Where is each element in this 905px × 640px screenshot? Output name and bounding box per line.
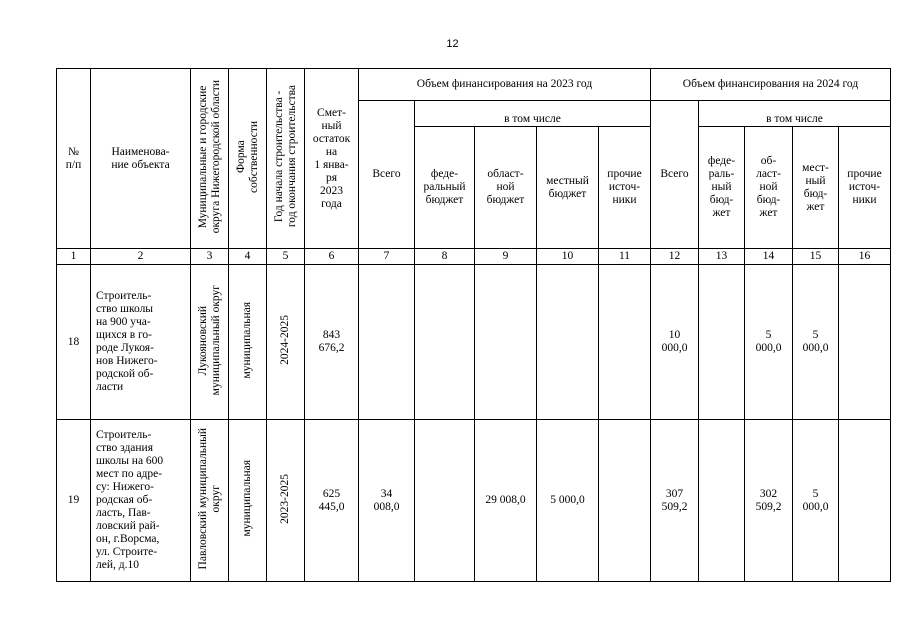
row-oth-2024 <box>839 265 891 420</box>
financing-table <box>56 68 891 582</box>
row-reg-2023 <box>475 265 537 420</box>
column-number: 11 <box>599 249 651 265</box>
header-reg-2024: об- ласт- ной бюд- жет <box>745 127 793 249</box>
row-loc-2023 <box>537 265 599 420</box>
row-loc-2024: 5 000,0 <box>793 420 839 582</box>
header-total-2023: Всего <box>359 101 415 249</box>
header-fed-2023: феде- ральный бюджет <box>415 127 475 249</box>
column-number: 16 <box>839 249 891 265</box>
header-district: Муниципальные и городские округа Нижегородской области <box>191 69 229 249</box>
row-loc-2024: 5 000,0 <box>793 265 839 420</box>
row-reg-2024: 5 000,0 <box>745 265 793 420</box>
column-number: 9 <box>475 249 537 265</box>
row-balance: 843 676,2 <box>305 265 359 420</box>
row-fed-2023 <box>415 265 475 420</box>
row-fed-2024 <box>699 265 745 420</box>
header-total-2024: Всего <box>651 101 699 249</box>
column-number: 4 <box>229 249 267 265</box>
row-fed-2024 <box>699 420 745 582</box>
table-row <box>57 420 891 582</box>
row-num: 18 <box>57 265 91 420</box>
header-fin-2023: Объем финансирования на 2023 год <box>359 69 651 101</box>
row-total-2023: 34 008,0 <box>359 420 415 582</box>
column-number: 3 <box>191 249 229 265</box>
header-oth-2023: прочие источ- ники <box>599 127 651 249</box>
column-number: 10 <box>537 249 599 265</box>
row-loc-2023: 5 000,0 <box>537 420 599 582</box>
row-district: Павловский муниципальный округ <box>191 420 229 582</box>
column-number: 7 <box>359 249 415 265</box>
column-number-row <box>57 249 891 265</box>
header-balance: Смет- ный остаток на 1 янва- ря 2023 года <box>305 69 359 249</box>
header-loc-2023: местный бюджет <box>537 127 599 249</box>
header-oth-2024: прочие источ- ники <box>839 127 891 249</box>
header-incl-2023: в том числе <box>415 101 651 127</box>
row-oth-2024 <box>839 420 891 582</box>
row-ownership: муниципальная <box>229 420 267 582</box>
row-name: Строитель- ство здания школы на 600 мест по адре- су: Нижего- родская об- ласть, Пав- ловский рай- он, г.Ворсма, ул. Строите- лей, д.10 <box>91 420 191 582</box>
row-ownership: муниципальная <box>229 265 267 420</box>
page-number: 12 <box>446 38 459 50</box>
row-years: 2023-2025 <box>267 420 305 582</box>
header-fed-2024: феде- раль- ный бюд- жет <box>699 127 745 249</box>
table-row <box>57 265 891 420</box>
header-row-1 <box>57 69 891 101</box>
header-years: Год начала строительства - год окончания строительства <box>267 69 305 249</box>
row-district: Лукояновский муниципальный округ <box>191 265 229 420</box>
row-total-2024: 307 509,2 <box>651 420 699 582</box>
column-number: 15 <box>793 249 839 265</box>
row-name: Строитель- ство школы на 900 уча- щихся в го- роде Лукоя- нов Нижего- родской об- ласти <box>91 265 191 420</box>
column-number: 13 <box>699 249 745 265</box>
row-total-2024: 10 000,0 <box>651 265 699 420</box>
column-number: 12 <box>651 249 699 265</box>
row-reg-2023: 29 008,0 <box>475 420 537 582</box>
column-number: 6 <box>305 249 359 265</box>
row-reg-2024: 302 509,2 <box>745 420 793 582</box>
column-number: 2 <box>91 249 191 265</box>
header-num: № п/п <box>57 69 91 249</box>
header-name: Наименова- ние объекта <box>91 69 191 249</box>
row-balance: 625 445,0 <box>305 420 359 582</box>
column-number: 5 <box>267 249 305 265</box>
header-ownership: Форма собственности <box>229 69 267 249</box>
header-loc-2024: мест- ный бюд- жет <box>793 127 839 249</box>
row-oth-2023 <box>599 420 651 582</box>
header-incl-2024: в том числе <box>699 101 891 127</box>
row-total-2023 <box>359 265 415 420</box>
row-oth-2023 <box>599 265 651 420</box>
column-number: 8 <box>415 249 475 265</box>
column-number: 14 <box>745 249 793 265</box>
row-years: 2024-2025 <box>267 265 305 420</box>
row-num: 19 <box>57 420 91 582</box>
header-fin-2024: Объем финансирования на 2024 год <box>651 69 891 101</box>
header-reg-2023: област- ной бюджет <box>475 127 537 249</box>
row-fed-2023 <box>415 420 475 582</box>
column-number: 1 <box>57 249 91 265</box>
